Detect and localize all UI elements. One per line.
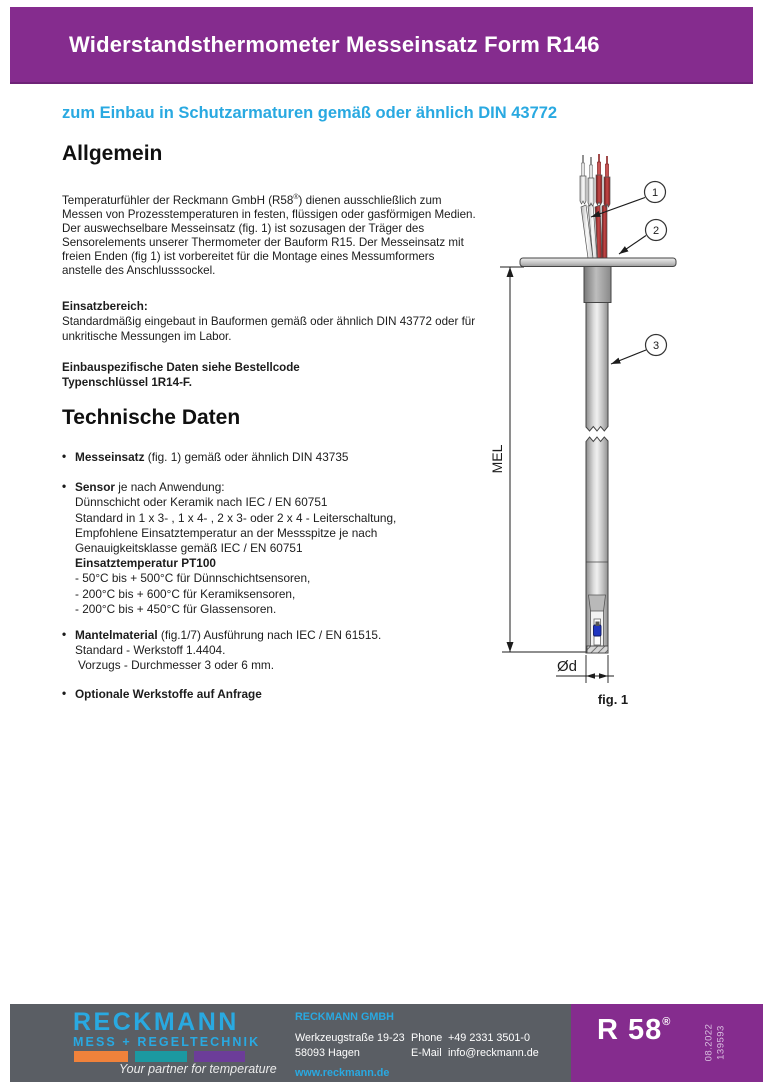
bullet-lead: Sensor <box>75 480 115 495</box>
fig1-svg <box>478 143 718 723</box>
bullet-line: Vorzugs - Durchmesser 3 oder 6 mm. <box>78 658 275 673</box>
bestellcode-note-line2: Typenschlüssel 1R14-F. <box>62 376 192 389</box>
r58-brand <box>597 1014 670 1047</box>
bullet-line: - 50°C bis + 500°C für Dünnschichtsensoren, <box>75 571 311 586</box>
sensor-element <box>594 625 602 636</box>
wire-leads-upper <box>580 154 610 207</box>
svg-text:3: 3 <box>652 340 660 352</box>
callout-3 <box>646 335 667 356</box>
dim-d-label: Ød <box>556 658 578 675</box>
bullet-rest: (fig. 1) gemäß oder ähnlich DIN 43735 <box>144 450 349 464</box>
bullet-line: - 200°C bis + 600°C für Keramiksensoren, <box>75 586 296 601</box>
allgemein-text-1: Temperaturfühler der Reckmann GmbH (R58 <box>62 193 294 207</box>
bullet-lead: Mantelmaterial <box>75 628 158 643</box>
email-link[interactable]: info@reckmann.de <box>448 1047 539 1059</box>
phone-number: +49 2331 3501-0 <box>448 1032 530 1044</box>
email-label: E-Mail <box>411 1047 442 1059</box>
website-link[interactable]: www.reckmann.de <box>295 1067 390 1079</box>
company-name: RECKMANN GMBH <box>295 1011 394 1023</box>
address-street: Werkzeugstraße 19-23 <box>295 1032 405 1044</box>
probe-shaft-upper <box>586 303 608 432</box>
phone-label: Phone <box>411 1032 443 1044</box>
allgemein-paragraph <box>62 191 476 278</box>
bullet-line-bold: Einsatztemperatur PT100 <box>75 556 216 571</box>
doc-date: 08.2022 <box>703 1023 715 1061</box>
bullet-line: Dünnschicht oder Keramik nach IEC / EN 60751 <box>75 495 328 510</box>
reckmann-logo: RECKMANN <box>73 1008 239 1036</box>
callout-2 <box>646 220 667 241</box>
bullet-line: Standard - Werkstoff 1.4404. <box>75 643 226 658</box>
section-heading-technische-daten: Technische Daten <box>62 406 241 429</box>
bullet-sensor <box>62 480 504 617</box>
logo-color-bar-purple <box>194 1051 245 1062</box>
logo-tagline: Your partner for temperature <box>119 1062 277 1076</box>
section-heading-allgemein: Allgemein <box>62 142 163 165</box>
r58-registered-mark: ® <box>662 1016 671 1028</box>
bullet-line: Standard in 1 x 3- , 1 x 4- , 2 x 3- oder 2 x 4 - Leiterschaltung, <box>75 510 397 525</box>
technical-drawing <box>478 143 718 723</box>
einsatzbereich-label: Einsatzbereich: <box>62 300 148 313</box>
bullet-line: - 200°C bis + 450°C für Glassensoren. <box>75 601 277 616</box>
allgemein-text-2: ) dienen ausschließlich zum Messen von Prozesstemperaturen in festen, flüssigen oder gasförmigen Medien. Der auswechselbare Messeinsatz (fig. 1) ist sozusagen der Träger des Sensorelements unserer Thermometer der Bauform R15. Der Messeinsatz mit freien Enden (fig 1) ist vorbereitet für die Montage eines Messumformers anstelle des Anschlusssockel. <box>62 193 476 277</box>
registered-mark: ® <box>293 194 299 201</box>
einsatzbereich-text: Standardmäßig eingebaut in Bauformen gemäß oder ähnlich DIN 43772 oder für unkritische Messungen im Labor. <box>62 315 476 343</box>
page-subtitle: zum Einbau in Schutzarmaturen gemäß oder ähnlich DIN 43772 <box>62 104 558 122</box>
bullet-line <box>75 480 504 495</box>
doc-meta <box>684 1013 746 1071</box>
bullet-rest: je nach Anwendung: <box>115 480 225 495</box>
reckmann-logo-subline: MESS + REGELTECHNIK <box>73 1035 261 1049</box>
bestellcode-note <box>62 360 300 390</box>
logo-color-bar-teal <box>135 1051 187 1062</box>
svg-text:1: 1 <box>651 187 659 199</box>
bullet-mantelmaterial <box>62 628 504 674</box>
header-banner <box>10 7 753 84</box>
address-city: 58093 Hagen <box>295 1047 360 1059</box>
bullet-line: Empfohlene Einsatztemperatur an der Messspitze je nach <box>75 525 378 540</box>
logo-color-bar-orange <box>74 1051 128 1062</box>
bullet-lead: Messeinsatz <box>75 450 145 464</box>
svg-text:2: 2 <box>652 225 660 237</box>
tech-bullet-list <box>62 450 504 702</box>
probe-collar <box>584 267 611 303</box>
page-title: Widerstandsthermometer Messeinsatz Form R146 <box>69 31 600 57</box>
dimension-mel <box>500 267 586 652</box>
bullet-line <box>75 628 504 643</box>
bullet-line: Genauigkeitsklasse gemäß IEC / EN 60751 <box>75 541 303 556</box>
bullet-rest: (fig.1/7) Ausführung nach IEC / EN 61515. <box>157 628 382 643</box>
figure-caption: fig. 1 <box>597 692 629 707</box>
r58-brand-text: R 58 <box>597 1014 663 1046</box>
dim-mel-label: MEL <box>489 444 505 474</box>
flange-disc <box>520 258 676 267</box>
bullet-optionale-werkstoffe: • Optionale Werkstoffe auf Anfrage <box>62 687 504 702</box>
callout-1 <box>645 182 666 203</box>
bestellcode-note-line1: Einbauspezifische Daten siehe Bestellcode <box>62 361 300 374</box>
bullet-messeinsatz <box>62 450 504 465</box>
doc-number: 139593 <box>715 1024 726 1060</box>
